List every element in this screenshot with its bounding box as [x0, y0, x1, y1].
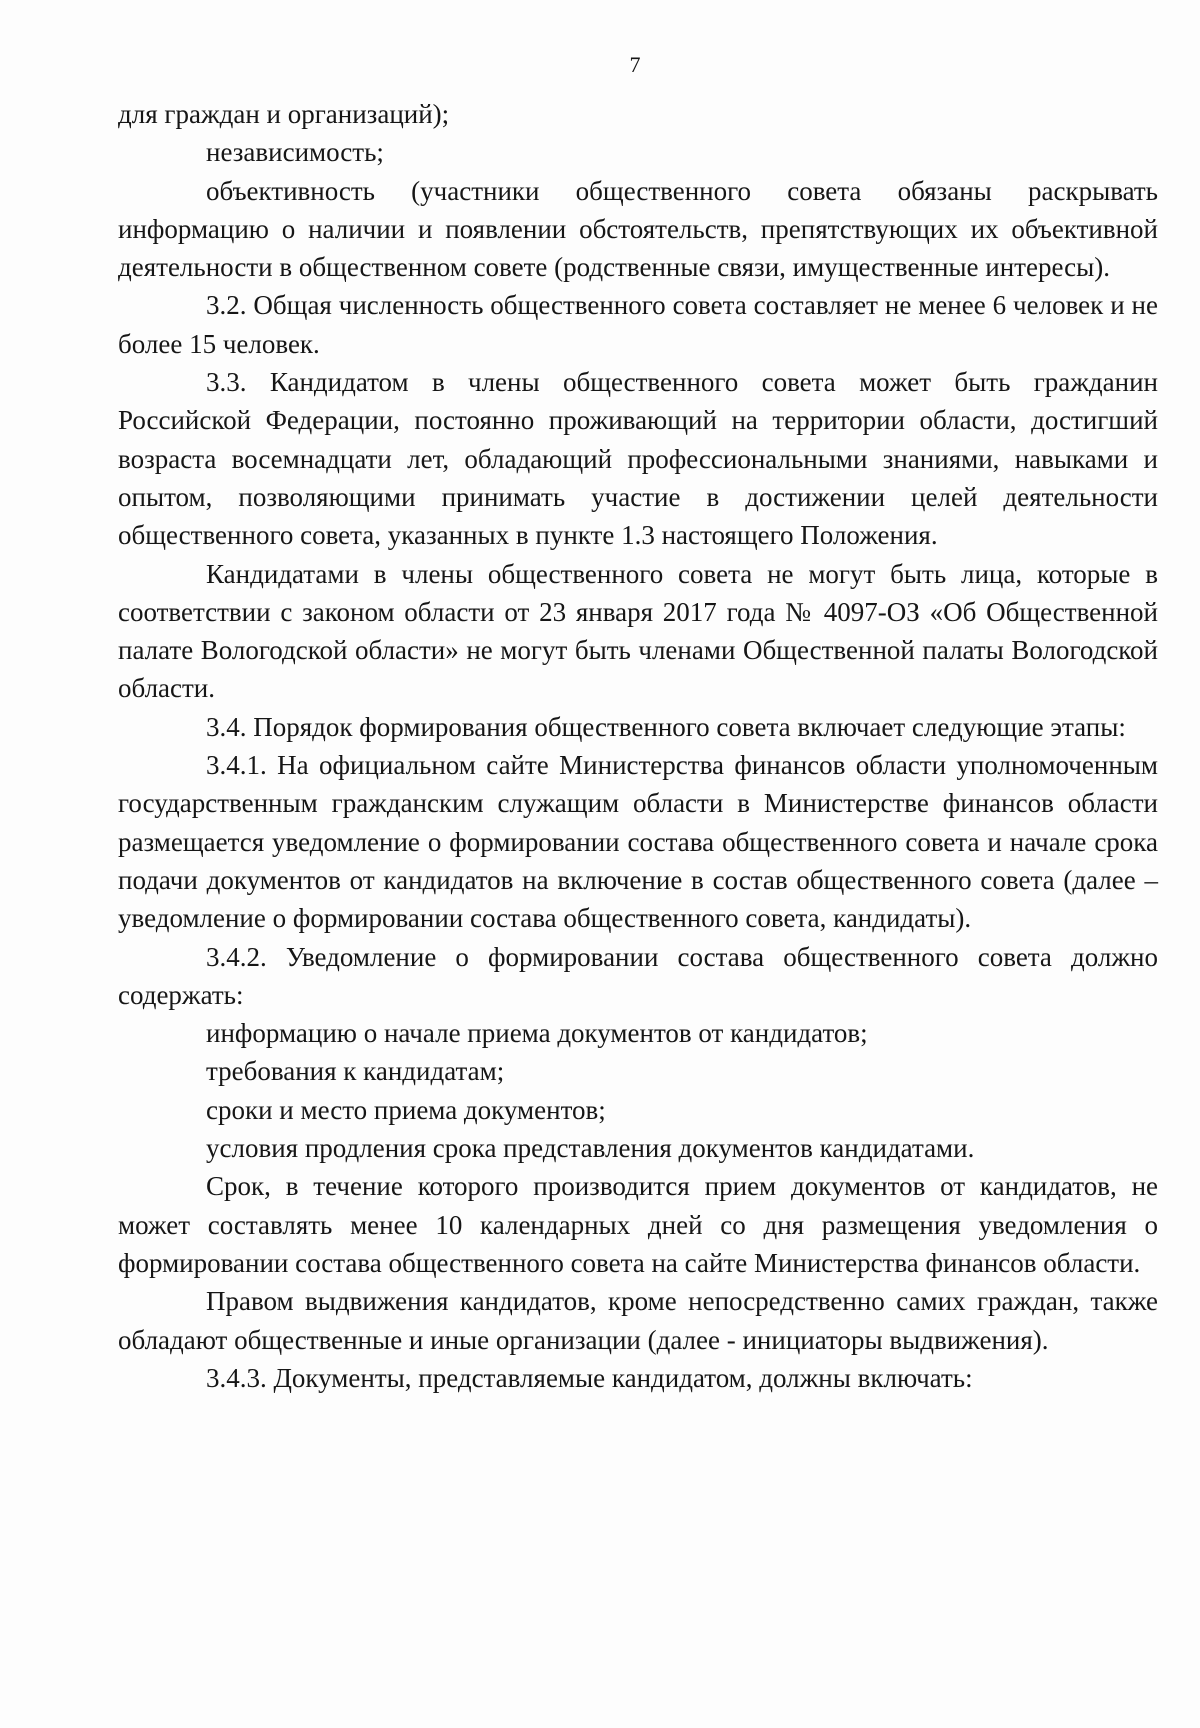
paragraph-11: Правом выдвижения кандидатов, кроме непосредственно самих граждан, также обладают общественные и иные организации (далее - инициаторы выдвижения). — [118, 1286, 1158, 1355]
paragraph-3: объективность (участники общественного совета обязаны раскрывать информацию о наличии и появлении обстоятельств, препятствующих их объективной деятельности в общественном совете (родственные связи, имущественные интересы). — [118, 175, 1158, 283]
paragraph-1: для граждан и организаций); — [118, 99, 450, 129]
paragraph-2: независимость; — [206, 137, 384, 168]
paragraph-4: 3.2. Общая численность общественного совета составляет не менее 6 человек и не более 15 человек. — [118, 290, 1158, 359]
list-item-3: сроки и место приема документов; — [206, 1094, 606, 1125]
list-item-2: требования к кандидатам; — [206, 1056, 505, 1087]
paragraph-9: 3.4.2. Уведомление о формировании состава общественного совета должно содержать: — [118, 941, 1158, 1010]
paragraph-10: Срок, в течение которого производится прием документов от кандидатов, не может составлять менее 10 календарных дней со дня размещения уведомления о формировании состава общественного совета на сайте Министерства финансов области. — [118, 1171, 1158, 1278]
list-item-4: условия продления срока представления документов кандидатами. — [206, 1133, 975, 1164]
document-body — [118, 95, 1158, 1397]
paragraph-8: 3.4.1. На официальном сайте Министерства финансов области уполномоченным государственным гражданским служащим области в Министерстве финансов области размещается уведомление о формировании состава общественного совета и начале срока подачи документов от кандидатов на включение в состав общественного совета (далее – уведомление о формировании состава общественного совета, кандидаты). — [118, 750, 1158, 934]
paragraph-6: Кандидатами в члены общественного совета не могут быть лица, которые в соответствии с законом области от 23 января 2017 года № 4097-ОЗ «Об Общественной палате Вологодской области» не могут быть членами Общественной палаты Вологодской области. — [118, 558, 1158, 704]
paragraph-7: 3.4. Порядок формирования общественного совета включает следующие этапы: — [206, 711, 1126, 742]
paragraph-5: 3.3. Кандидатом в члены общественного совета может быть гражданин Российской Федерации, постоянно проживающий на территории области, достигший возраста восемнадцати лет, обладающий профессиональными знаниями, навыками и опытом, позволяющими принимать участие в достижении целей деятельности общественного совета, указанных в пункте 1.3 настоящего Положения. — [118, 367, 1158, 551]
list-item-1: информацию о начале приема документов от кандидатов; — [206, 1018, 868, 1049]
page-number: 7 — [629, 52, 641, 77]
paragraph-12: 3.4.3. Документы, представляемые кандидатом, должны включать: — [206, 1362, 973, 1393]
